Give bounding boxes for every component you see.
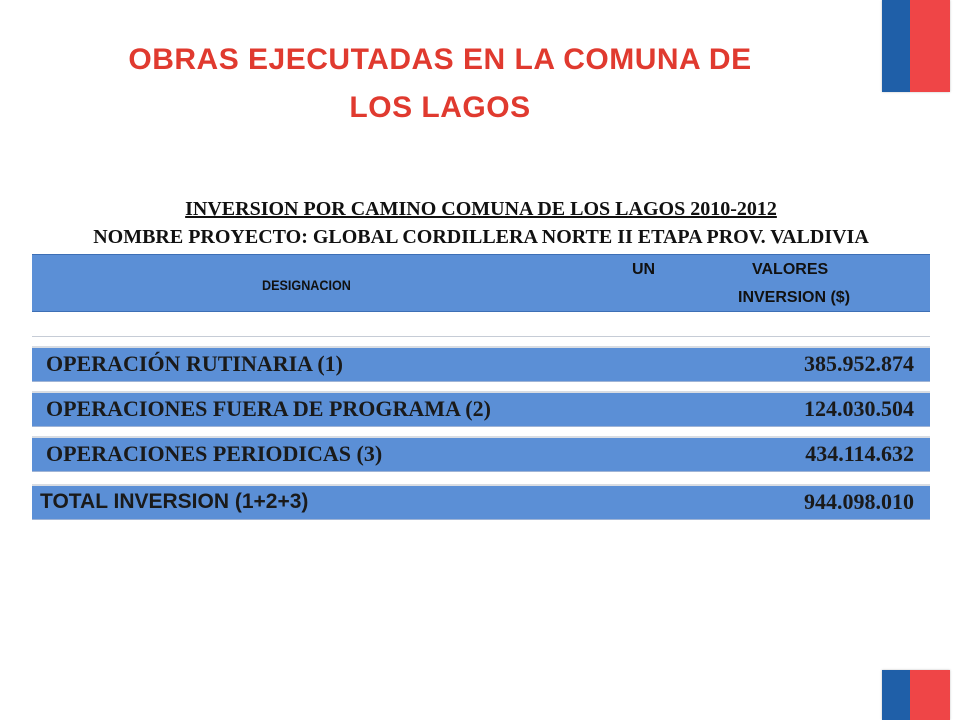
row-value: 385.952.874: [804, 351, 914, 376]
total-value: 944.098.010: [804, 489, 914, 514]
investment-table: [32, 192, 930, 524]
flag-red-band: [910, 670, 950, 720]
row-label: OPERACIÓN RUTINARIA (1): [46, 351, 344, 376]
table-row: [32, 391, 930, 427]
row-label: OPERACIONES FUERA DE PROGRAMA (2): [46, 396, 491, 421]
flag-blue-band: [882, 0, 910, 92]
divider: [32, 336, 930, 337]
table-title: [32, 198, 930, 221]
chile-flag-stripe-top: [882, 0, 950, 92]
slide-title-line-2: LOS LAGOS: [349, 91, 531, 124]
header-inversion: INVERSION ($): [738, 289, 851, 306]
header-un: UN: [632, 261, 656, 278]
header-designacion: DESIGNACION: [262, 277, 351, 293]
slide-title: [40, 36, 840, 132]
row-value: 124.030.504: [804, 396, 914, 421]
slide-title-line-1: OBRAS EJECUTADAS EN LA COMUNA DE: [128, 43, 752, 76]
row-label: OPERACIONES PERIODICAS (3): [46, 441, 383, 466]
header-valores: VALORES: [752, 261, 829, 278]
table-subtitle: NOMBRE PROYECTO: GLOBAL CORDILLERA NORTE II ETAPA PROV. VALDIVIA: [93, 226, 869, 248]
table-title-text: INVERSION POR CAMINO COMUNA DE LOS LAGOS 2010-2012: [185, 198, 777, 220]
table-row: [32, 436, 930, 472]
table-header: [32, 254, 930, 312]
total-label: TOTAL INVERSION (1+2+3): [40, 490, 309, 513]
chile-flag-stripe-bottom: [882, 670, 950, 720]
flag-red-band: [910, 0, 950, 92]
row-value: 434.114.632: [805, 441, 914, 466]
table-total-row: [32, 484, 930, 520]
flag-blue-band: [882, 670, 910, 720]
table-row: [32, 346, 930, 382]
